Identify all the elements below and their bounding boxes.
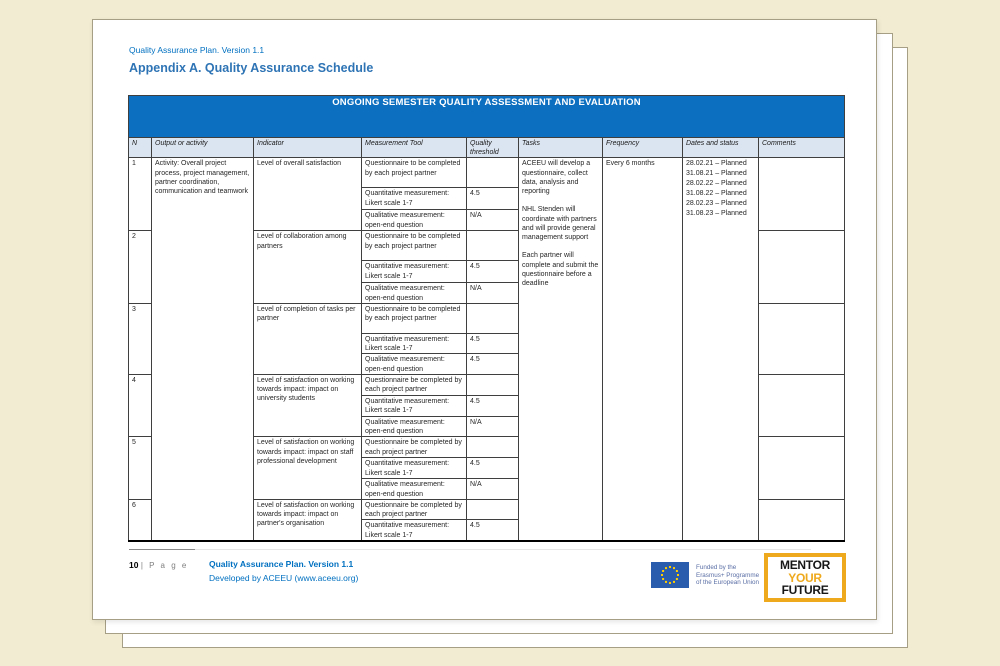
cell-threshold: N/A [467, 479, 519, 499]
mentor-your-future-logo [764, 553, 846, 602]
col-header-threshold: Quality threshold [467, 138, 519, 158]
footer-divider-segment [129, 549, 195, 550]
task-item: NHL Stenden will coordinate with partners and will provide general management support [522, 206, 597, 242]
cell-threshold: 4.5 [467, 395, 519, 416]
cell-frequency: Every 6 months [603, 158, 683, 541]
cell-tool: Questionnaire be completed by each project partner [362, 374, 467, 395]
cell-tasks [519, 158, 603, 541]
table-banner: ONGOING SEMESTER QUALITY ASSESSMENT AND EVALUATION [129, 96, 845, 138]
cell-indicator: Level of collaboration among partners [254, 231, 362, 303]
cell-tool: Quantitative measurement: Likert scale 1-7 [362, 261, 467, 283]
table-header-row [129, 138, 845, 158]
cell-threshold: 4.5 [467, 333, 519, 353]
cell-dates-status [683, 158, 759, 541]
cell-threshold [467, 231, 519, 261]
task-item: ACEEU will develop a questionnaire, collect data, analysis and reporting [522, 160, 591, 196]
footer-plan-info [209, 557, 358, 585]
eu-funding-text [696, 562, 759, 588]
cell-comments [759, 374, 845, 436]
cell-tool: Qualitative measurement: open-end question [362, 283, 467, 303]
date-status-item: 28.02.22 – Planned [686, 180, 747, 188]
date-status-item: 31.08.22 – Planned [686, 190, 747, 198]
document-page [92, 19, 877, 620]
cell-indicator: Level of satisfaction on working towards impact: impact on partner's organisation [254, 499, 362, 540]
page-number-suffix: | P a g e [140, 561, 189, 570]
footer-divider [129, 549, 811, 550]
mentor-logo-line: FUTURE [781, 583, 829, 597]
cell-comments [759, 158, 845, 231]
cell-tool: Questionnaire be completed by each project partner [362, 437, 467, 458]
cell-tool: Questionnaire be completed by each project partner [362, 499, 467, 519]
eu-funding-line: of the European Union [696, 579, 760, 587]
cell-threshold: N/A [467, 416, 519, 436]
eu-funding-line: Erasmus+ Programme [696, 571, 760, 579]
cell-indicator: Level of completion of tasks per partner [254, 303, 362, 374]
cell-threshold: 4.5 [467, 188, 519, 210]
cell-tool: Questionnaire to be completed by each project partner [362, 158, 467, 188]
cell-threshold [467, 374, 519, 395]
page-number-value: 10 [129, 560, 139, 570]
col-header-tasks: Tasks [519, 138, 603, 158]
cell-tool: Qualitative measurement: open-end question [362, 210, 467, 231]
cell-tool: Quantitative measurement: Likert scale 1-7 [362, 458, 467, 479]
cell-indicator: Level of satisfaction on working towards impact: impact on staff professional development [254, 437, 362, 499]
cell-comments [759, 437, 845, 499]
cell-tool: Qualitative measurement: open-end question [362, 479, 467, 499]
table-banner-row [129, 96, 845, 138]
cell-comments [759, 499, 845, 540]
cell-threshold: 4.5 [467, 261, 519, 283]
cell-threshold: 4.5 [467, 458, 519, 479]
cell-n: 5 [129, 437, 152, 499]
cell-n: 1 [129, 158, 152, 231]
cell-indicator: Level of satisfaction on working towards impact: impact on university students [254, 374, 362, 436]
cell-tool: Qualitative measurement: open-end question [362, 416, 467, 436]
cell-threshold [467, 158, 519, 188]
col-header-comments: Comments [759, 138, 845, 158]
col-header-frequency: Frequency [603, 138, 683, 158]
footer-plan-title: Quality Assurance Plan. Version 1.1 [209, 559, 354, 569]
cell-threshold: 4.5 [467, 520, 519, 541]
eu-funding-block [651, 562, 759, 588]
mentor-logo-line: MENTOR [780, 558, 830, 572]
cell-threshold [467, 437, 519, 458]
cell-tool: Questionnaire to be completed by each project partner [362, 231, 467, 261]
cell-tool: Quantitative measurement: Likert scale 1-7 [362, 333, 467, 353]
cell-tool: Questionnaire to be completed by each project partner [362, 303, 467, 333]
cell-comments [759, 231, 845, 303]
cell-tool: Quantitative measurement: Likert scale 1-7 [362, 188, 467, 210]
cell-tool: Qualitative measurement: open-end question [362, 354, 467, 374]
col-header-dates: Dates and status [683, 138, 759, 158]
page-number [129, 560, 188, 570]
task-item: Each partner will complete and submit the questionnaire before a deadline [522, 252, 599, 288]
cell-threshold [467, 499, 519, 519]
col-header-n: N [129, 138, 152, 158]
col-header-indicator: Indicator [254, 138, 362, 158]
col-header-measurement: Measurement Tool [362, 138, 467, 158]
table-row [129, 158, 845, 188]
qa-schedule-table [128, 95, 845, 542]
cell-n: 2 [129, 231, 152, 303]
eu-flag-icon [651, 562, 689, 588]
date-status-item: 31.08.21 – Planned [686, 170, 747, 178]
cell-n: 4 [129, 374, 152, 436]
cell-n: 3 [129, 303, 152, 374]
cell-comments [759, 303, 845, 374]
doc-version-header: Quality Assurance Plan. Version 1.1 [129, 45, 265, 55]
footer-developed-by: Developed by ACEEU (www.aceeu.org) [209, 573, 359, 583]
cell-threshold: N/A [467, 210, 519, 231]
mentor-logo-line: YOUR [788, 570, 822, 585]
cell-n: 6 [129, 499, 152, 540]
cell-threshold [467, 303, 519, 333]
date-status-item: 28.02.23 – Planned [686, 200, 747, 208]
cell-threshold: N/A [467, 283, 519, 303]
cell-output-activity: Activity: Overall project process, project management, partner coordination, communication and teamwork [152, 158, 254, 541]
date-status-item: 31.08.23 – Planned [686, 210, 747, 218]
eu-funding-line: Funded by the [696, 564, 737, 571]
eu-stars-icon [669, 574, 671, 576]
cell-threshold: 4.5 [467, 354, 519, 374]
page-title: Appendix A. Quality Assurance Schedule [129, 61, 374, 75]
cell-tool: Quantitative measurement: Likert scale 1-7 [362, 395, 467, 416]
col-header-output: Output or activity [152, 138, 254, 158]
date-status-item: 28.02.21 – Planned [686, 160, 747, 168]
cell-indicator: Level of overall satisfaction [254, 158, 362, 231]
cell-tool: Quantitative measurement: Likert scale 1-7 [362, 520, 467, 541]
